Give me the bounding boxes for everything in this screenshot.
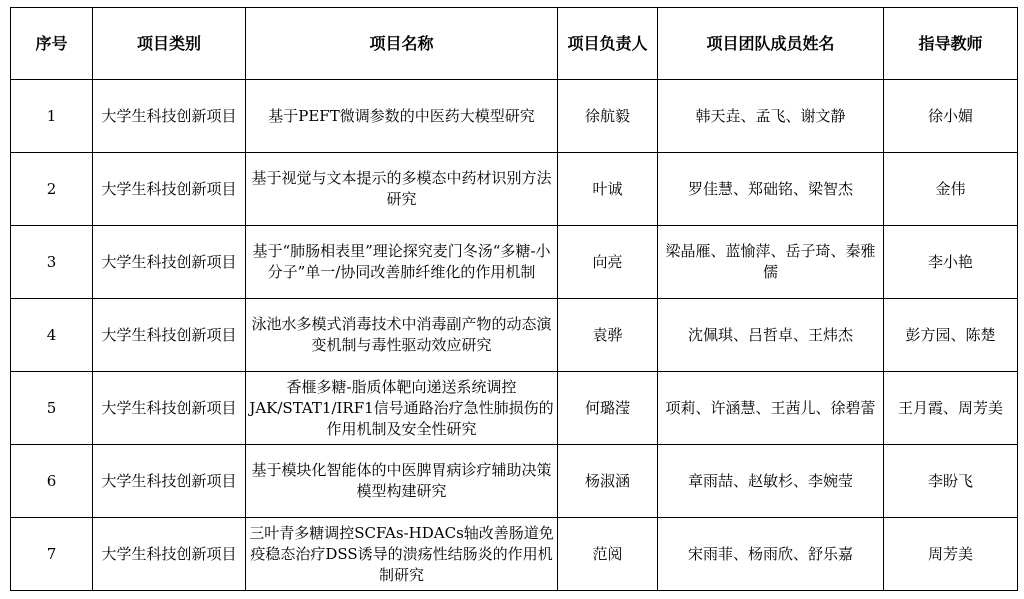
cell-project-name: 基于“肺肠相表里”理论探究麦门冬汤“多糖-小分子”单一/协同改善肺纤维化的作用机制 (246, 226, 558, 299)
cell-index: 3 (11, 226, 93, 299)
cell-project-name: 泳池水多模式消毒技术中消毒副产物的动态演变机制与毒性驱动效应研究 (246, 299, 558, 372)
cell-category: 大学生科技创新项目 (93, 153, 246, 226)
cell-members: 韩天垚、孟飞、谢文静 (658, 80, 884, 153)
cell-category: 大学生科技创新项目 (93, 445, 246, 518)
cell-category: 大学生科技创新项目 (93, 226, 246, 299)
table-row (11, 299, 1018, 372)
cell-members: 项莉、许涵慧、王茜儿、徐碧蕾 (658, 372, 884, 445)
cell-leader: 袁骅 (558, 299, 658, 372)
cell-index: 1 (11, 80, 93, 153)
cell-members: 沈佩琪、吕哲卓、王炜杰 (658, 299, 884, 372)
cell-advisor: 金伟 (884, 153, 1018, 226)
cell-index: 4 (11, 299, 93, 372)
cell-advisor: 周芳美 (884, 518, 1018, 591)
cell-index: 7 (11, 518, 93, 591)
table-row (11, 153, 1018, 226)
cell-leader: 范阅 (558, 518, 658, 591)
cell-advisor: 徐小媚 (884, 80, 1018, 153)
cell-project-name: 香榧多糖-脂质体靶向递送系统调控JAK/STAT1/IRF1信号通路治疗急性肺损伤的作用机制及安全性研究 (246, 372, 558, 445)
header-category: 项目类别 (93, 8, 246, 80)
cell-members: 宋雨菲、杨雨欣、舒乐嘉 (658, 518, 884, 591)
header-members: 项目团队成员姓名 (658, 8, 884, 80)
cell-category: 大学生科技创新项目 (93, 80, 246, 153)
cell-advisor: 李盼飞 (884, 445, 1018, 518)
cell-members: 罗佳慧、郑础铭、梁智杰 (658, 153, 884, 226)
cell-index: 6 (11, 445, 93, 518)
header-name: 项目名称 (246, 8, 558, 80)
cell-leader: 徐航毅 (558, 80, 658, 153)
project-table (10, 7, 1018, 591)
cell-index: 2 (11, 153, 93, 226)
table-row (11, 445, 1018, 518)
table-row (11, 226, 1018, 299)
header-index: 序号 (11, 8, 93, 80)
cell-members: 梁晶雁、蓝愉萍、岳子琦、秦雅儒 (658, 226, 884, 299)
cell-category: 大学生科技创新项目 (93, 372, 246, 445)
cell-project-name: 基于PEFT微调参数的中医药大模型研究 (246, 80, 558, 153)
cell-leader: 何璐滢 (558, 372, 658, 445)
cell-advisor: 王月霞、周芳美 (884, 372, 1018, 445)
cell-members: 章雨喆、赵敏杉、李婉莹 (658, 445, 884, 518)
cell-leader: 杨淑涵 (558, 445, 658, 518)
cell-leader: 叶诚 (558, 153, 658, 226)
table-row (11, 518, 1018, 591)
header-row (11, 8, 1018, 80)
cell-advisor: 李小艳 (884, 226, 1018, 299)
table-row (11, 372, 1018, 445)
cell-category: 大学生科技创新项目 (93, 299, 246, 372)
cell-project-name: 三叶青多糖调控SCFAs-HDACs轴改善肠道免疫稳态治疗DSS诱导的溃疡性结肠炎的作用机制研究 (246, 518, 558, 591)
cell-category: 大学生科技创新项目 (93, 518, 246, 591)
cell-project-name: 基于模块化智能体的中医脾胃病诊疗辅助决策模型构建研究 (246, 445, 558, 518)
table-row (11, 80, 1018, 153)
cell-advisor: 彭方园、陈楚 (884, 299, 1018, 372)
cell-index: 5 (11, 372, 93, 445)
cell-leader: 向亮 (558, 226, 658, 299)
header-advisor: 指导教师 (884, 8, 1018, 80)
cell-project-name: 基于视觉与文本提示的多模态中药材识别方法研究 (246, 153, 558, 226)
header-leader: 项目负责人 (558, 8, 658, 80)
